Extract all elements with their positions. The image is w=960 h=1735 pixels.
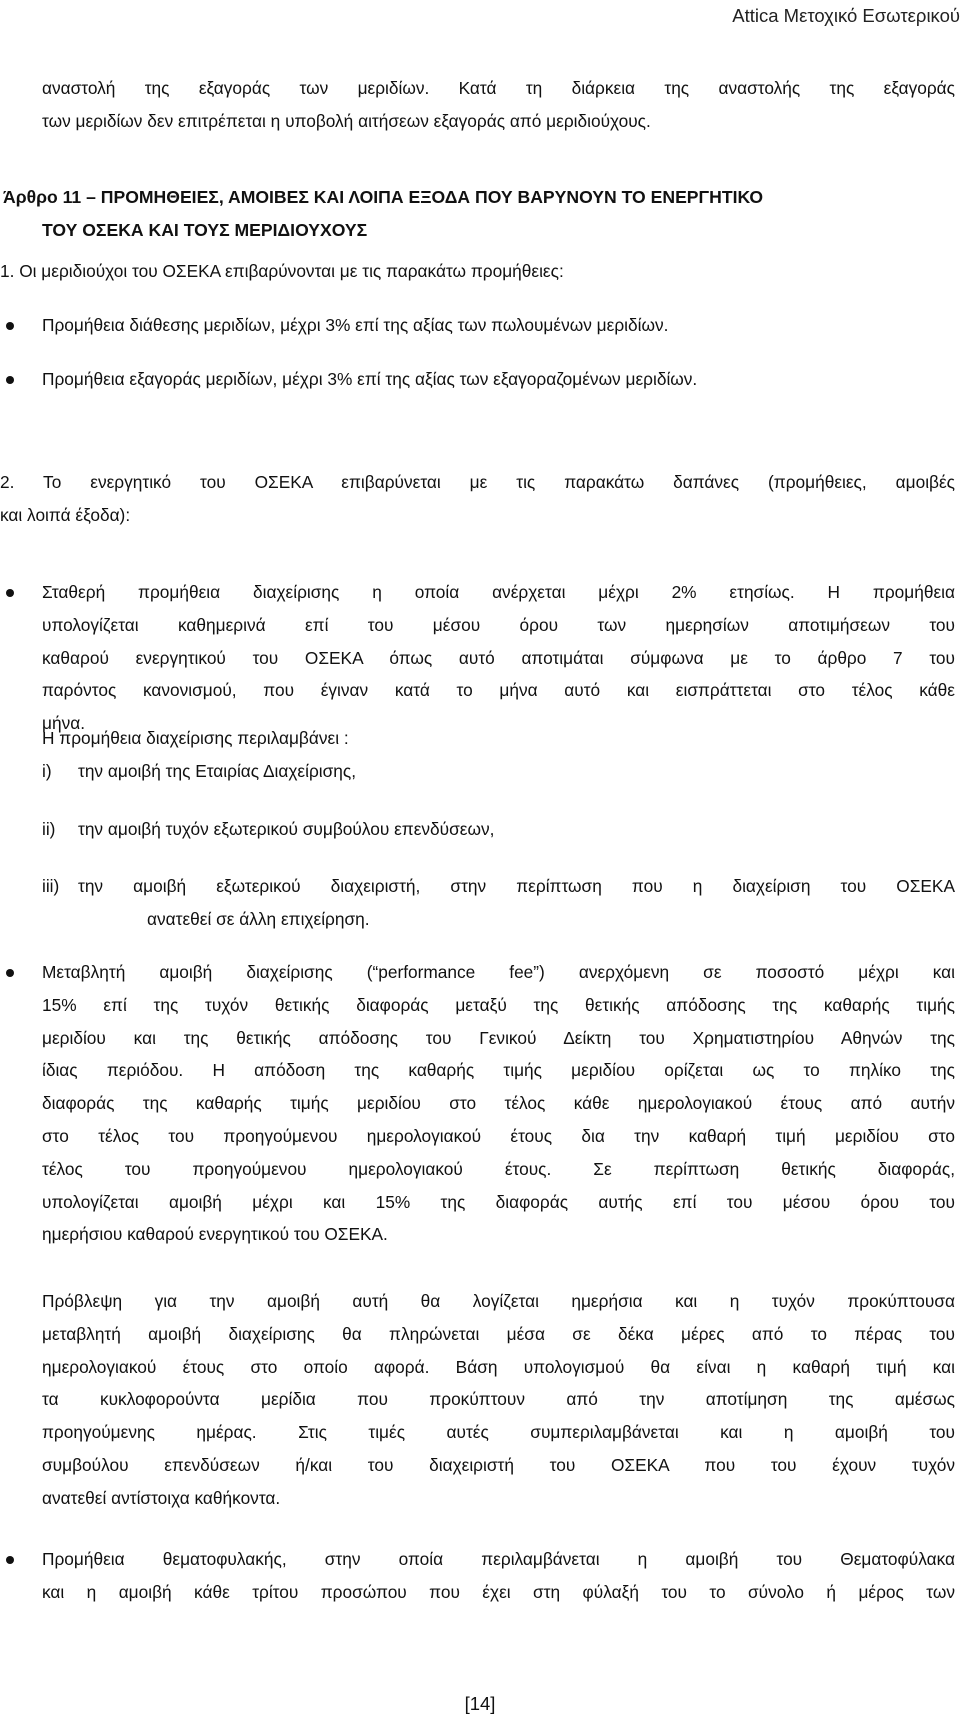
text-line: ίδιας περιόδου. Η απόδοση της καθαρής τιμής μεριδίου ορίζεται ως το πηλίκο της [42, 1060, 955, 1081]
text-line: ανατεθεί αντίστοιχα καθήκοντα. [42, 1487, 281, 1508]
text-line: Πρόβλεψη για την αμοιβή αυτή θα λογίζεται ημερήσια και η τυχόν προκύπτουσα [42, 1291, 955, 1311]
text-line: των μεριδίων δεν επιτρέπεται η υποβολή αιτήσεων εξαγοράς από μεριδιούχους. [42, 110, 651, 131]
list-text-continued: ανατεθεί σε άλλη επιχείρηση. [147, 909, 370, 929]
list-item [42, 755, 955, 789]
text-line: στο τέλος του προηγούμενου ημερολογιακού έτους δια την καθαρή τιμή μεριδίου στο [42, 1125, 955, 1146]
text-line: Σταθερή προμήθεια διαχείρισης η οποία ανέρχεται μέχρι 2% ετησίως. Η προμήθεια [42, 582, 955, 602]
intro-paragraph [42, 72, 955, 138]
text-line: αναστολή της εξαγοράς των μεριδίων. Κατά τη διάρκεια της αναστολής της εξαγοράς [42, 78, 955, 98]
performance-fee-paragraph [42, 956, 955, 1251]
heading-line: Άρθρο 11 – ΠΡΟΜΗΘΕΙΕΣ, ΑΜΟΙΒΕΣ ΚΑΙ ΛΟΙΠΑ ΕΞΟΔΑ ΠΟΥ ΒΑΡΥΝΟΥΝ ΤΟ ΕΝΕΡΓΗΤΙΚΟ [3, 187, 764, 207]
text-line: τέλος του προηγούμενου ημερολογιακού έτους. Σε περίπτωση θετικής διαφοράς, [42, 1158, 955, 1179]
bullet-item: Προμήθεια εξαγοράς μεριδίων, μέχρι 3% επί της αξίας των εξαγοραζομένων μεριδίων. [42, 369, 698, 389]
text-line: υπολογίζεται αμοιβή μέχρι και 15% της διαφοράς αυτής επί του μέσου όρου του [42, 1191, 955, 1212]
bullet-icon [6, 589, 14, 597]
text-line: 15% επί της τυχόν θετικής διαφοράς μεταξύ της θετικής απόδοσης της καθαρής τιμής [42, 994, 955, 1015]
heading-line: ΤΟΥ ΟΣΕΚΑ ΚΑΙ ΤΟΥΣ ΜΕΡΙΔΙΟΥΧΟΥΣ [42, 219, 368, 240]
includes-title: Η προμήθεια διαχείρισης περιλαμβάνει : [42, 728, 349, 748]
bullet-item: Προμήθεια διάθεσης μεριδίων, μέχρι 3% επί της αξίας των πωλουμένων μεριδίων. [42, 315, 669, 335]
page-number: [14] [464, 1693, 496, 1714]
list-number: i) [42, 761, 52, 781]
text-line: Μεταβλητή αμοιβή διαχείρισης (“performance fee”) ανερχόμενη σε ποσοστό μέχρι και [42, 962, 955, 982]
section-1-intro: 1. Οι μεριδιούχοι του ΟΣΕΚΑ επιβαρύνονται με τις παρακάτω προμήθειες: [0, 261, 564, 281]
text-line: προηγούμενης ημέρας. Στις τιμές αυτές συμπεριλαμβάνεται και η αμοιβή του [42, 1422, 955, 1443]
text-line: μεριδίου και της θετικής απόδοσης του Γενικού Δείκτη του Χρηματιστηρίου Αθηνών της [42, 1027, 955, 1048]
text-line: Προμήθεια θεματοφυλακής, στην οποία περιλαμβάνεται η αμοιβή του Θεματοφύλακα [42, 1549, 955, 1569]
text-line: παρόντος κανονισμού, που έγιναν κατά το μήνα αυτό και εισπράττεται στο τέλος κάθε [42, 680, 955, 701]
text-line: διαφοράς της καθαρής τιμής μεριδίου στο τέλος κάθε ημερολογιακού έτους από αυτήν [42, 1093, 955, 1114]
text-line: και λοιπά έξοδα): [0, 504, 131, 525]
list-number: ii) [42, 819, 56, 839]
bullet-icon [6, 376, 14, 384]
provision-paragraph [42, 1285, 955, 1515]
text-line: υπολογίζεται καθημερινά επί του μέσου όρου των ημερησίων αποτιμήσεων του [42, 614, 955, 635]
fixed-fee-paragraph [42, 576, 955, 740]
text-line: 2. Το ενεργητικό του ΟΣΕΚΑ επιβαρύνεται με τις παρακάτω δαπάνες (προμήθειες, αμοιβές [0, 472, 955, 492]
article-heading [0, 181, 960, 247]
text-line: ημερολογιακού έτους στο οποίο αφορά. Βάση υπολογισμού θα είναι η καθαρή τιμή και [42, 1356, 955, 1377]
text-line: καθαρού ενεργητικού του ΟΣΕΚΑ όπως αυτό αποτιμάται σύμφωνα με το άρθρο 7 του [42, 647, 955, 668]
text-line: συμβούλου επενδύσεων ή/και του διαχειριστή του ΟΣΕΚΑ που του έχουν τυχόν [42, 1454, 955, 1475]
list-text: την αμοιβή εξωτερικού διαχειριστή, στην περίπτωση που η διαχείριση του ΟΣΕΚΑ [78, 876, 955, 896]
list-number: iii) [42, 876, 60, 896]
bullet-icon [6, 969, 14, 977]
text-line: τα κυκλοφορούντα μερίδια που προκύπτουν από την αποτίμηση της αμέσως [42, 1389, 955, 1410]
text-line: μήνα. [42, 713, 86, 734]
list-item [42, 870, 955, 936]
custodian-paragraph [42, 1543, 955, 1609]
section-2-intro [0, 466, 955, 532]
running-header: Attica Μετοχικό Εσωτερικού [732, 5, 960, 26]
list-item [42, 813, 955, 847]
list-text: την αμοιβή της Εταιρίας Διαχείρισης, [78, 761, 357, 781]
bullet-icon [6, 322, 14, 330]
text-line: ημερήσιου καθαρού ενεργητικού του ΟΣΕΚΑ. [42, 1224, 388, 1245]
text-line: και η αμοιβή κάθε τρίτου προσώπου που έχει στη φύλαξή του το σύνολο ή μέρος των [42, 1581, 955, 1602]
list-text: την αμοιβή τυχόν εξωτερικού συμβούλου επενδύσεων, [78, 819, 495, 839]
text-line: μεταβλητή αμοιβή διαχείρισης θα πληρώνεται μέσα σε δέκα μέρες από το πέρας του [42, 1323, 955, 1344]
bullet-icon [6, 1556, 14, 1564]
